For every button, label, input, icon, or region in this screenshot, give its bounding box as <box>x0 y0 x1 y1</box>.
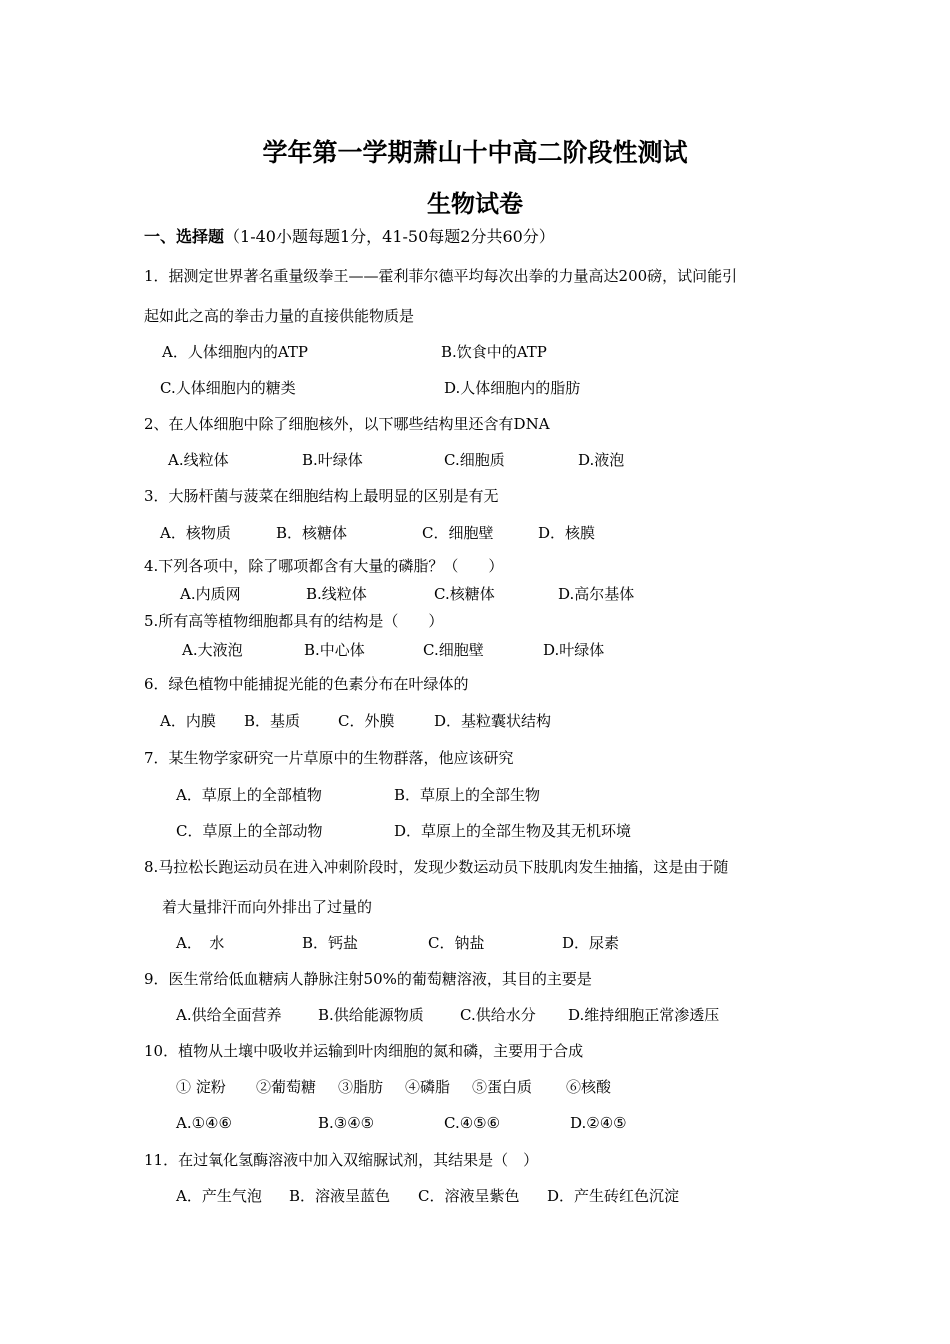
question-6-option-a: A．内膜 <box>160 712 216 730</box>
question-10-stem: 10．植物从土壤中吸收并运输到叶肉细胞的氮和磷，主要用于合成 <box>144 1042 584 1060</box>
question-1-option-b: B.饮食中的ATP <box>441 343 547 361</box>
question-10-item-4: ④磷脂 <box>405 1078 451 1096</box>
question-10-item-6: ⑥核酸 <box>566 1078 612 1096</box>
question-1-stem-cont: 起如此之高的拳击力量的直接供能物质是 <box>144 307 415 325</box>
question-10-option-d: D.②④⑤ <box>570 1114 627 1132</box>
question-6-stem: 6．绿色植物中能捕捉光能的色素分布在叶绿体的 <box>144 675 469 693</box>
question-11-option-c: C．溶液呈紫色 <box>418 1187 520 1205</box>
question-3-option-c: C．细胞壁 <box>422 524 494 542</box>
question-7-option-d: D．草原上的全部生物及其无机环境 <box>394 822 632 840</box>
question-7-option-c: C．草原上的全部动物 <box>176 822 323 840</box>
question-9-option-a: A.供给全面营养 <box>176 1006 282 1024</box>
question-6-option-c: C．外膜 <box>338 712 395 730</box>
question-10-item-5: ⑤蛋白质 <box>472 1078 533 1096</box>
question-9-option-c: C.供给水分 <box>460 1006 536 1024</box>
question-1-stem: 1．据测定世界著名重量级拳王——霍利菲尔德平均每次出拳的力量高达200磅，试问能引 <box>144 267 738 285</box>
question-9-option-b: B.供给能源物质 <box>318 1006 424 1024</box>
question-3-option-d: D．核膜 <box>538 524 596 542</box>
question-5-option-c: C.细胞壁 <box>423 641 484 659</box>
question-10-item-1: ① 淀粉 <box>176 1078 226 1096</box>
question-7-option-b: B．草原上的全部生物 <box>394 786 541 804</box>
question-5-option-a: A.大液泡 <box>182 641 243 659</box>
question-8-option-c: C．钠盐 <box>428 934 485 952</box>
question-2-option-d: D.液泡 <box>578 451 625 469</box>
question-2-option-b: B.叶绿体 <box>302 451 363 469</box>
question-5-stem: 5.所有高等植物细胞都具有的结构是（ ） <box>144 612 444 630</box>
question-2-option-a: A.线粒体 <box>168 451 229 469</box>
question-10-option-a: A.①④⑥ <box>176 1114 232 1132</box>
question-8-option-b: B．钙盐 <box>302 934 359 952</box>
question-10-option-c: C.④⑤⑥ <box>444 1114 501 1132</box>
question-8-option-d: D．尿素 <box>562 934 620 952</box>
question-3-option-b: B．核糖体 <box>276 524 348 542</box>
question-5-option-b: B.中心体 <box>304 641 365 659</box>
question-6-option-d: D．基粒囊状结构 <box>434 712 552 730</box>
question-5-option-d: D.叶绿体 <box>543 641 605 659</box>
question-11-option-b: B．溶液呈蓝色 <box>289 1187 391 1205</box>
question-10-option-b: B.③④⑤ <box>318 1114 375 1132</box>
section-note: （1-40小题每题1分，41-50每题2分共60分） <box>224 227 555 246</box>
question-3-option-a: A．核物质 <box>160 524 231 542</box>
question-7-option-a: A．草原上的全部植物 <box>176 786 322 804</box>
question-10-item-3: ③脂肪 <box>338 1078 384 1096</box>
page-title: 学年第一学期萧山十中高二阶段性测试 <box>262 138 688 167</box>
question-2-stem: 2、在人体细胞中除了细胞核外，以下哪些结构里还含有DNA <box>144 415 550 433</box>
question-8-option-a: A． 水 <box>176 934 225 952</box>
question-6-option-b: B．基质 <box>244 712 301 730</box>
question-9-option-d: D.维持细胞正常渗透压 <box>568 1006 720 1024</box>
question-2-option-c: C.细胞质 <box>444 451 505 469</box>
question-3-stem: 3．大肠杆菌与菠菜在细胞结构上最明显的区别是有无 <box>144 487 499 505</box>
question-10-item-2: ②葡萄糖 <box>256 1078 317 1096</box>
question-11-stem: 11．在过氧化氢酶溶液中加入双缩脲试剂，其结果是（ ） <box>144 1151 539 1169</box>
section-label: 一、选择题 <box>144 227 225 246</box>
question-7-stem: 7．某生物学家研究一片草原中的生物群落，他应该研究 <box>144 749 514 767</box>
question-4-option-b: B.线粒体 <box>306 585 367 603</box>
question-9-stem: 9．医生常给低血糖病人静脉注射50%的葡萄糖溶液，其目的主要是 <box>144 970 592 988</box>
section-heading <box>144 224 555 247</box>
question-8-stem: 8.马拉松长跑运动员在进入冲刺阶段时，发现少数运动员下肢肌肉发生抽搐，这是由于随 <box>144 858 729 876</box>
question-11-option-a: A．产生气泡 <box>176 1187 262 1205</box>
question-1-option-a: A．人体细胞内的ATP <box>162 343 308 361</box>
page-subtitle: 生物试卷 <box>427 190 523 218</box>
question-4-stem: 4.下列各项中，除了哪项都含有大量的磷脂？（ ） <box>144 557 504 575</box>
question-4-option-d: D.高尔基体 <box>558 585 635 603</box>
question-4-option-a: A.内质网 <box>180 585 241 603</box>
question-8-stem-cont: 着大量排汗而向外排出了过量的 <box>162 898 373 916</box>
question-11-option-d: D．产生砖红色沉淀 <box>547 1187 680 1205</box>
question-4-option-c: C.核糖体 <box>434 585 495 603</box>
question-1-option-c: C.人体细胞内的糖类 <box>160 379 296 397</box>
question-1-option-d: D.人体细胞内的脂肪 <box>444 379 581 397</box>
